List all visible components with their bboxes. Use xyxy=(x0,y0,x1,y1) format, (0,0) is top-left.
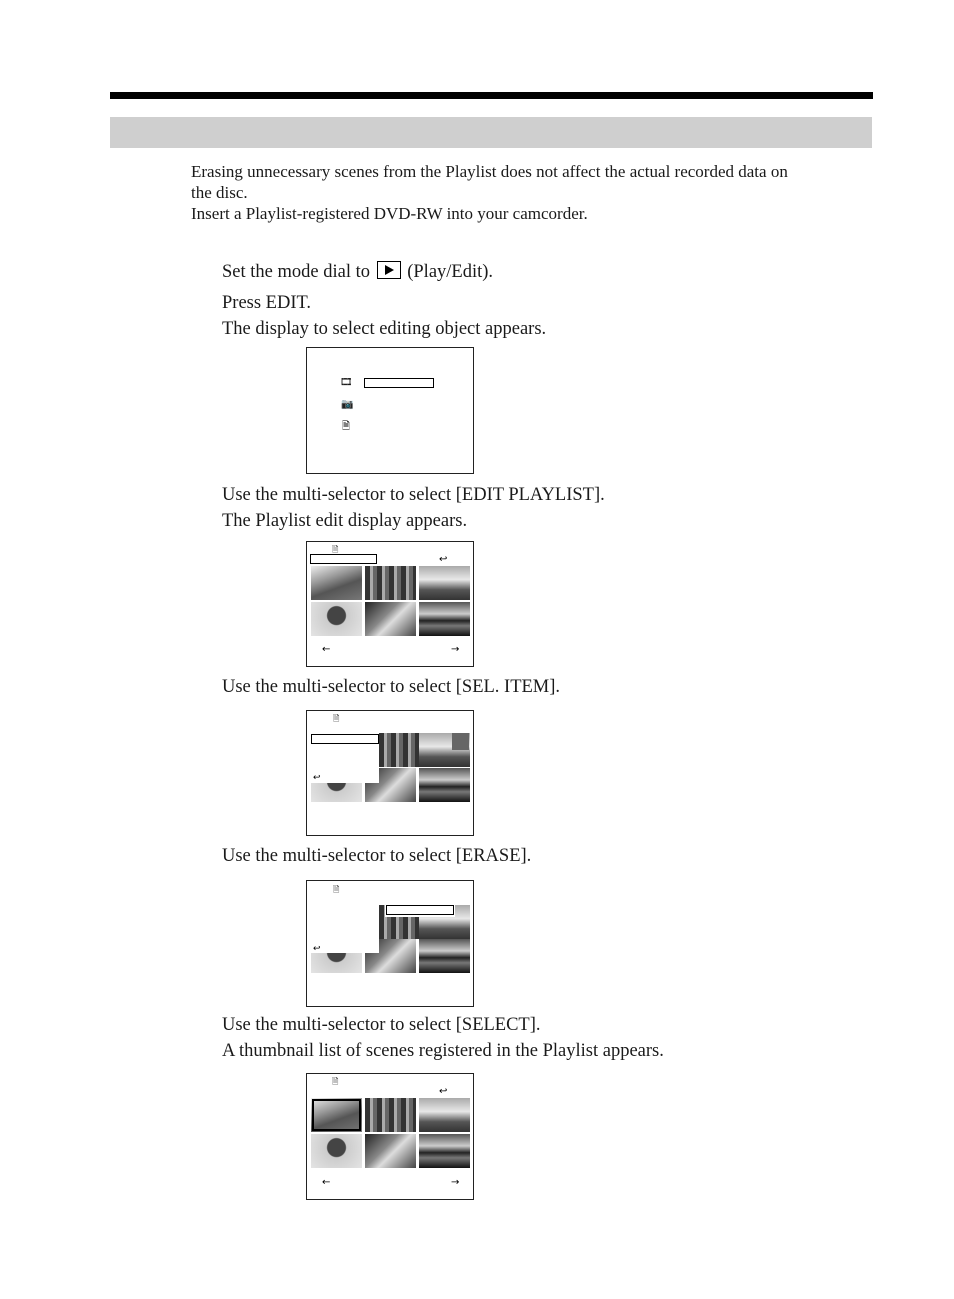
left-arrow-icon: ← xyxy=(322,644,331,655)
step-2: Press EDIT. xyxy=(222,293,312,313)
right-arrow-icon: → xyxy=(451,644,460,655)
intro-line-3: Insert a Playlist-registered DVD-RW into your camcorder. xyxy=(191,204,588,223)
thumbnail xyxy=(419,566,470,600)
step-6-note: A thumbnail list of scenes registered in the Playlist appears. xyxy=(222,1041,664,1061)
thumbnail xyxy=(311,1134,362,1168)
thumbnail xyxy=(419,939,470,973)
thumbnail xyxy=(365,1134,416,1168)
selection-bar xyxy=(386,905,454,915)
step-3-note: The Playlist edit display appears. xyxy=(222,511,468,531)
intro-line-2: the disc. xyxy=(191,183,248,202)
top-rule xyxy=(110,92,873,99)
playlist-document-icon: 🗎 xyxy=(332,545,339,554)
thumbnail xyxy=(419,1098,470,1132)
selection-bar xyxy=(364,378,434,388)
thumbnail xyxy=(311,566,362,600)
thumbnail-selected xyxy=(311,1098,362,1132)
left-arrow-icon: ← xyxy=(322,1177,331,1188)
play-triangle-icon xyxy=(377,261,401,279)
right-arrow-icon: → xyxy=(451,1177,460,1188)
step-1 xyxy=(222,261,493,283)
lcd-screen-thumbnail-list xyxy=(306,1073,474,1200)
return-arrow-icon: ↩ xyxy=(313,773,321,783)
lcd-screen-erase xyxy=(306,880,474,1007)
thumbnail xyxy=(365,1098,416,1132)
thumbnail xyxy=(419,602,470,636)
thumbnail xyxy=(419,1134,470,1168)
return-arrow-icon: ↩ xyxy=(439,1086,448,1097)
selection-bar xyxy=(311,734,379,744)
playlist-document-icon: 🗎 xyxy=(333,885,340,894)
step-1-text-after: (Play/Edit). xyxy=(407,262,494,282)
playlist-document-icon: 🗎 xyxy=(332,1077,339,1086)
intro-line-1: Erasing unnecessary scenes from the Playlist does not affect the actual recorded data on xyxy=(191,162,788,181)
thumbnail xyxy=(365,566,416,600)
step-1-text: Set the mode dial to xyxy=(222,262,370,282)
step-5: Use the multi-selector to select [ERASE]. xyxy=(222,846,532,866)
return-arrow-icon: ↩ xyxy=(439,554,448,565)
lcd-screen-sel-item xyxy=(306,710,474,836)
step-2-note: The display to select editing object appears. xyxy=(222,319,547,339)
film-strip-icon: 🎞 xyxy=(340,377,353,388)
lcd-screen-playlist-edit xyxy=(306,541,474,667)
section-header-band xyxy=(110,117,872,148)
cursor-square xyxy=(452,733,469,750)
step-3: Use the multi-selector to select [EDIT PLAYLIST]. xyxy=(222,485,605,505)
thumbnail xyxy=(365,602,416,636)
step-4: Use the multi-selector to select [SEL. ITEM]. xyxy=(222,677,561,697)
camera-icon: 📷 xyxy=(341,399,354,410)
thumbnail xyxy=(419,768,470,802)
playlist-document-icon: 🗎 xyxy=(333,714,340,723)
thumbnail xyxy=(311,602,362,636)
lcd-screen-edit-object xyxy=(306,347,474,474)
selection-bar xyxy=(310,554,377,564)
return-arrow-icon: ↩ xyxy=(313,944,321,954)
playlist-document-icon: 🗎 xyxy=(342,421,351,432)
step-6: Use the multi-selector to select [SELECT]. xyxy=(222,1015,541,1035)
